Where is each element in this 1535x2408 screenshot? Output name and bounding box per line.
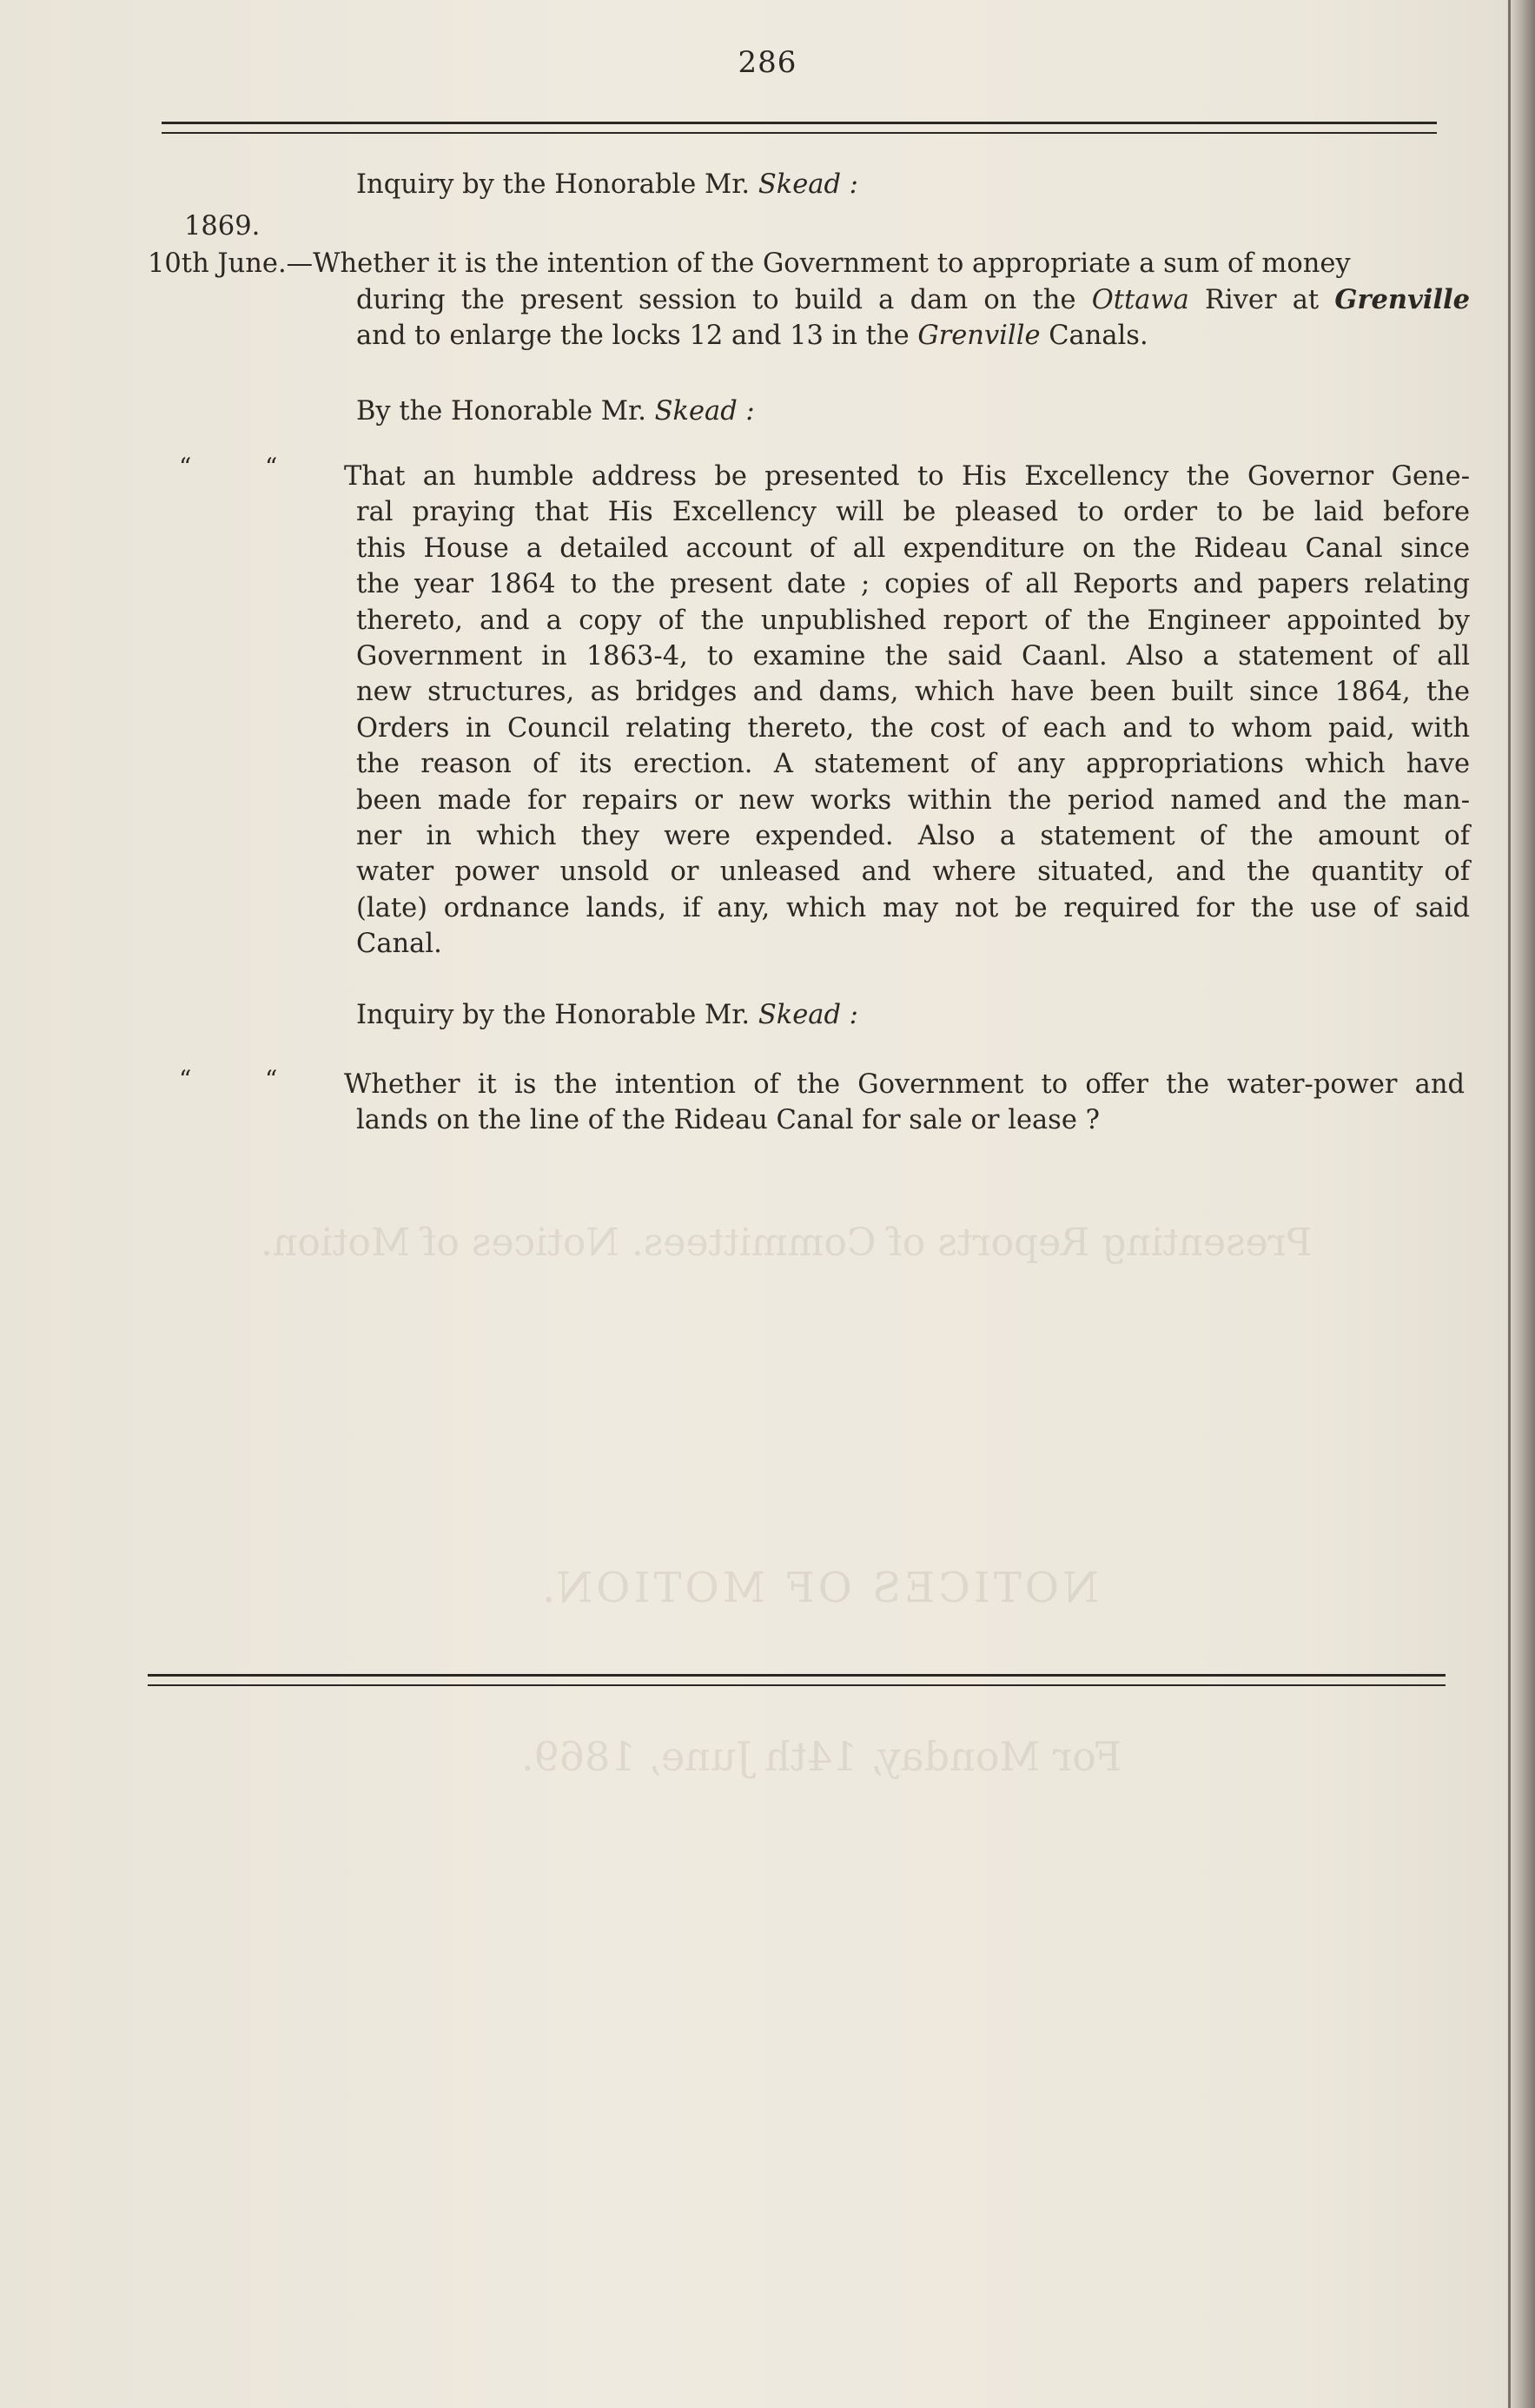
bleed-through-heading-2: NOTICES OF MOTION. [539,1564,1100,1612]
page-number: 286 [738,45,797,80]
motion-line: Government in 1863-4, to examine the said Caanl. Also a statement of all [356,641,1470,672]
motion-line: Canal. [356,929,442,960]
inquiry-2-line: lands on the line of the Rideau Canal for sale or lease ? [356,1105,1100,1136]
motion-line: water power unsold or unleased and where situated, and the quantity of [356,857,1470,888]
motion-line: new structures, as bridges and dams, which have been built since 1864, the [356,677,1470,708]
inquiry-1-year: 1869. [184,211,261,241]
motion-line: ner in which they were expended. Also a statement of the amount of [356,821,1470,852]
motion-line: thereto, and a copy of the unpublished report of the Engineer appointed by [356,605,1470,636]
inquiry-2-body [344,1067,1465,1139]
motion-line: Orders in Council relating thereto, the cost of each and to whom paid, with [356,712,1470,744]
motion-line: the reason of its erection. A statement of any appropriations which have [356,749,1470,780]
inquiry-1-line-3: and to enlarge the locks 12 and 13 in the Grenville Canals. [356,321,1148,352]
motion-line: the year 1864 to the present date ; copies of all Reports and papers relating [356,569,1470,600]
inquiry-1-intro: Inquiry by the Honorable Mr. Skead : [356,169,858,200]
bottom-rule-lower [148,1684,1446,1686]
inquiry-1-date: 10th June.—Whether it is the intention of the Government to appropriate a sum of money [148,248,1351,279]
motion-ditto-2: “ [265,453,278,481]
inquiry-2-line: Whether it is the intention of the Government to offer the water-power and [344,1069,1465,1100]
inquiry-1-body [356,282,1470,354]
bleed-through-heading-1: Presenting Reports of Committees. Notices of Motion. [261,1221,1313,1265]
motion-body [344,459,1470,963]
motion-line: (late) ordnance lands, if any, which may not be required for the use of said [356,892,1470,923]
motion-line: this House a detailed account of all expenditure on the Rideau Canal since [356,533,1470,564]
top-rule [162,122,1437,124]
motion-line: That an humble address be presented to His Excellency the Governor Gene- [344,461,1470,492]
inquiry-2-ditto-1: “ [179,1065,192,1094]
top-rule-lower [162,132,1437,134]
binding-edge [1508,0,1511,2408]
inquiry-2-intro: Inquiry by the Honorable Mr. Skead : [356,1000,858,1030]
inquiry-1-line-2: during the present session to build a dam on the Ottawa River at Grenville [356,284,1470,315]
bottom-rule [148,1674,1446,1677]
bleed-through-heading-3: For Monday, 14th June, 1869. [521,1733,1122,1780]
motion-line: been made for repairs or new works within the period named and the man- [356,784,1470,816]
motion-intro: By the Honorable Mr. Skead : [356,396,755,427]
inquiry-2-ditto-2: “ [265,1065,278,1094]
motion-line: ral praying that His Excellency will be pleased to order to be laid before [356,497,1470,528]
motion-ditto-1: “ [179,453,192,481]
